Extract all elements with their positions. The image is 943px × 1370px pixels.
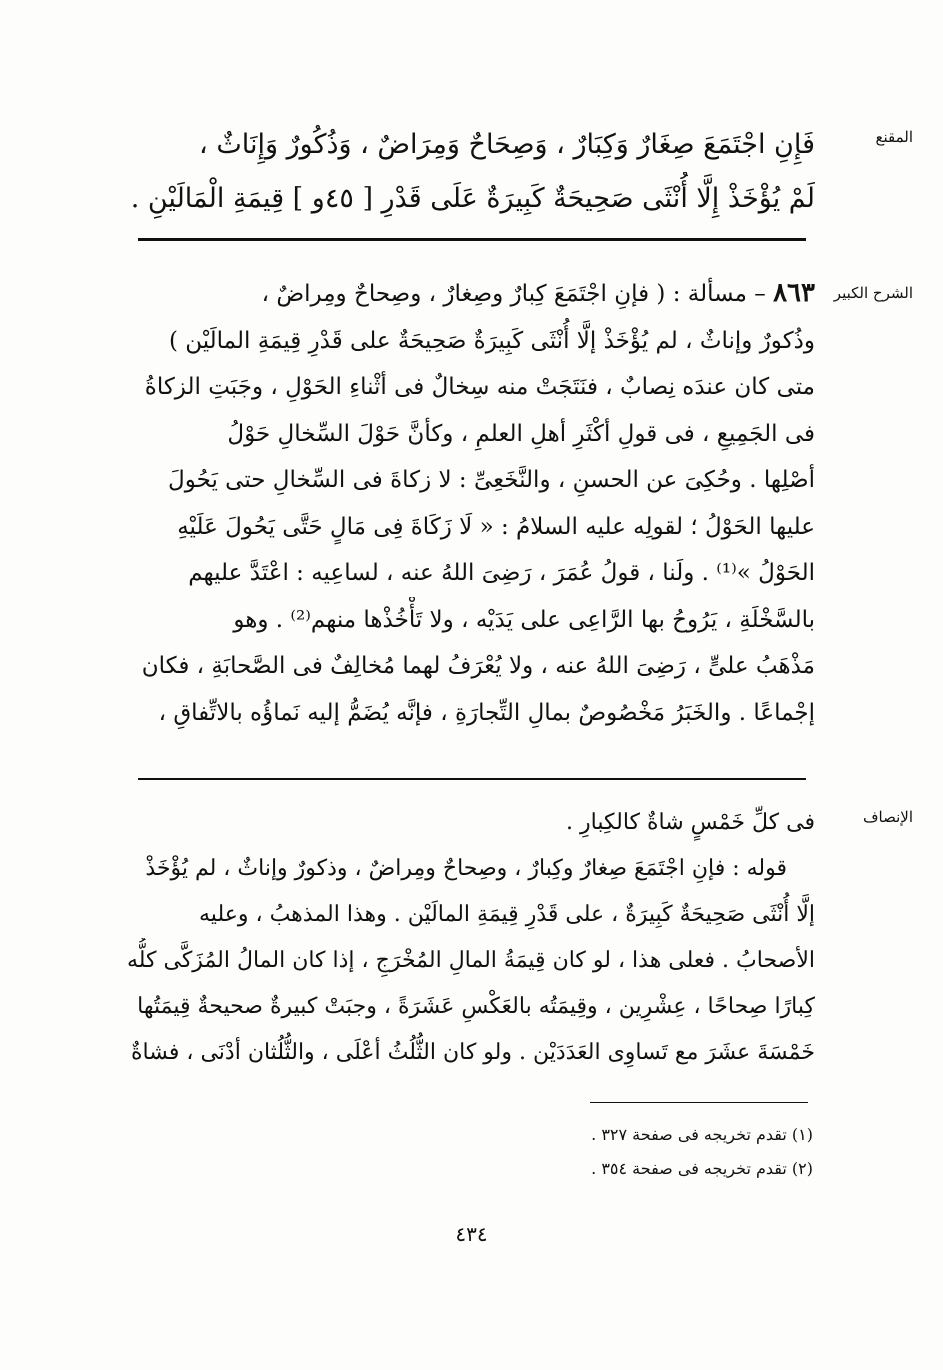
sharh-line: مَذْهَبُ علىٍّ ، رَضِىَ اللهُ عنه ، ولا يُعْرَفُ لهما مُخالِفٌ فى الصَّحابَةِ ، فكان xyxy=(141,653,815,679)
section-divider xyxy=(138,778,806,780)
insaf-line: إلَّا أُنْثَى صَحِيحَةٌ كَبِيرَةٌ ، على قَدْرِ قِيمَةِ المالَيْن . وهذا المذهبُ ، وعليه xyxy=(199,902,815,927)
insaf-text xyxy=(115,800,815,1076)
footnote-divider xyxy=(590,1102,808,1103)
sharh-line-text: – مسألة : ( فإنِ اجْتَمَعَ كِبارٌ وصِغارٌ ، وصِحاحٌ ومِراضٌ ، xyxy=(261,281,766,307)
sharh-line: متى كان عندَه نِصابٌ ، فنَتَجَتْ منه سِخالٌ فى أثْناءِ الحَوْلِ ، وجَبَتِ الزكاةُ xyxy=(144,374,815,400)
footnotes xyxy=(413,1118,813,1186)
masala-number: ٨٦٣ xyxy=(773,278,815,308)
insaf-line: قوله : فإنِ اجْتَمَعَ صِغارٌ وكِبارٌ ، وصِحاحٌ ومِراضٌ ، وذكورٌ وإناثٌ ، لم يُؤْخَذْ xyxy=(145,856,787,881)
footnote-2: (٢) تقدم تخريجه فى صفحة ٣٥٤ . xyxy=(591,1159,813,1178)
insaf-line: خَمْسَةَ عشَرَ مع تَساوِى العَدَدَيْن . ولو كان الثُّلُثُ أعْلَى ، والثُّلُثان أدْنَى ، فشاةٌ xyxy=(131,1040,815,1065)
insaf-line: كِبارًا صِحاحًا ، عِشْرِين ، وقِيمَتُه بالعَكْسِ عَشَرَةً ، وجبَتْ كبيرةٌ صحيحةٌ قِيمَتُها xyxy=(137,994,815,1019)
sharh-line: إجْماعًا . والخَبَرُ مَخْصُوصٌ بمالِ التِّجارَةِ ، فإنَّه يُضَمُّ إليه نَماؤُه بالاتِّفاقِ ، xyxy=(158,699,815,726)
sharh-line: بالسَّخْلَةِ ، يَرُوحُ بها الرَّاعِى على يَدَيْه ، ولا تَأْخُذْها منهم⁽²⁾ . وهو xyxy=(233,606,815,633)
sharh-line: وذُكورٌ وإناثٌ ، لم يُؤْخَذْ إلَّا أُنْثَى كَبِيرَةٌ صَحِيحَةٌ على قَدْرِ قِيمَةِ المالَيْن ) xyxy=(168,327,815,354)
sharh-line: الحَوْلُ »⁽¹⁾ . ولَنا ، قولُ عُمَرَ ، رَضِىَ اللهُ عنه ، لساعِيه : اعْتَدَّ عليهم xyxy=(188,560,815,586)
sharh-line: عليها الحَوْلُ ؛ لقولِه عليه السلامُ : « لَا زَكَاةَ فِى مَالٍ حَتَّى يَحُولَ عَلَيْهِ xyxy=(177,513,815,540)
sharh-line xyxy=(115,270,815,318)
section-label-insaf: الإنصاف xyxy=(862,808,913,826)
section-divider xyxy=(138,238,806,241)
sharh-text xyxy=(115,270,815,736)
insaf-line: الأصحابُ . فعلى هذا ، لو كان قِيمَةُ المالِ المُخْرَجِ ، إذا كان المالُ المُزَكَّى كلُّه xyxy=(126,948,815,973)
muqni-text xyxy=(115,118,815,226)
muqni-line: لَمْ يُؤْخَذْ إِلَّا أُنْثَى صَحِيحَةٌ كَبِيرَةٌ عَلَى قَدْرِ [ ٤٥و ] قِيمَةِ الْمَالَيْنِ . xyxy=(130,183,815,214)
page-number: ٤٣٤ xyxy=(455,1222,488,1246)
footnote-1: (١) تقدم تخريجه فى صفحة ٣٢٧ . xyxy=(591,1125,813,1144)
section-label-sharh: الشرح الكبير xyxy=(833,284,913,302)
muqni-line: فَإِنِ اجْتَمَعَ صِغَارٌ وَكِبَارٌ ، وَصِحَاحٌ وَمِرَاضٌ ، وَذُكُورٌ وَإِنَاثٌ ، xyxy=(199,129,815,160)
sharh-line: أصْلِها . وحُكِىَ عن الحسنِ ، والنَّخَعِىِّ : لا زكاةَ فى السِّخالِ حتى يَحُولَ xyxy=(168,467,815,493)
sharh-line: فى الجَمِيعِ ، فى قولِ أكْثَرِ أهلِ العلمِ ، وكأنَّ حَوْلَ السِّخالِ حَوْلُ xyxy=(227,420,815,447)
insaf-line: فى كلِّ خَمْسٍ شاةٌ كالكِبارِ . xyxy=(566,810,815,835)
section-label-muqni: المقنع xyxy=(875,128,913,146)
